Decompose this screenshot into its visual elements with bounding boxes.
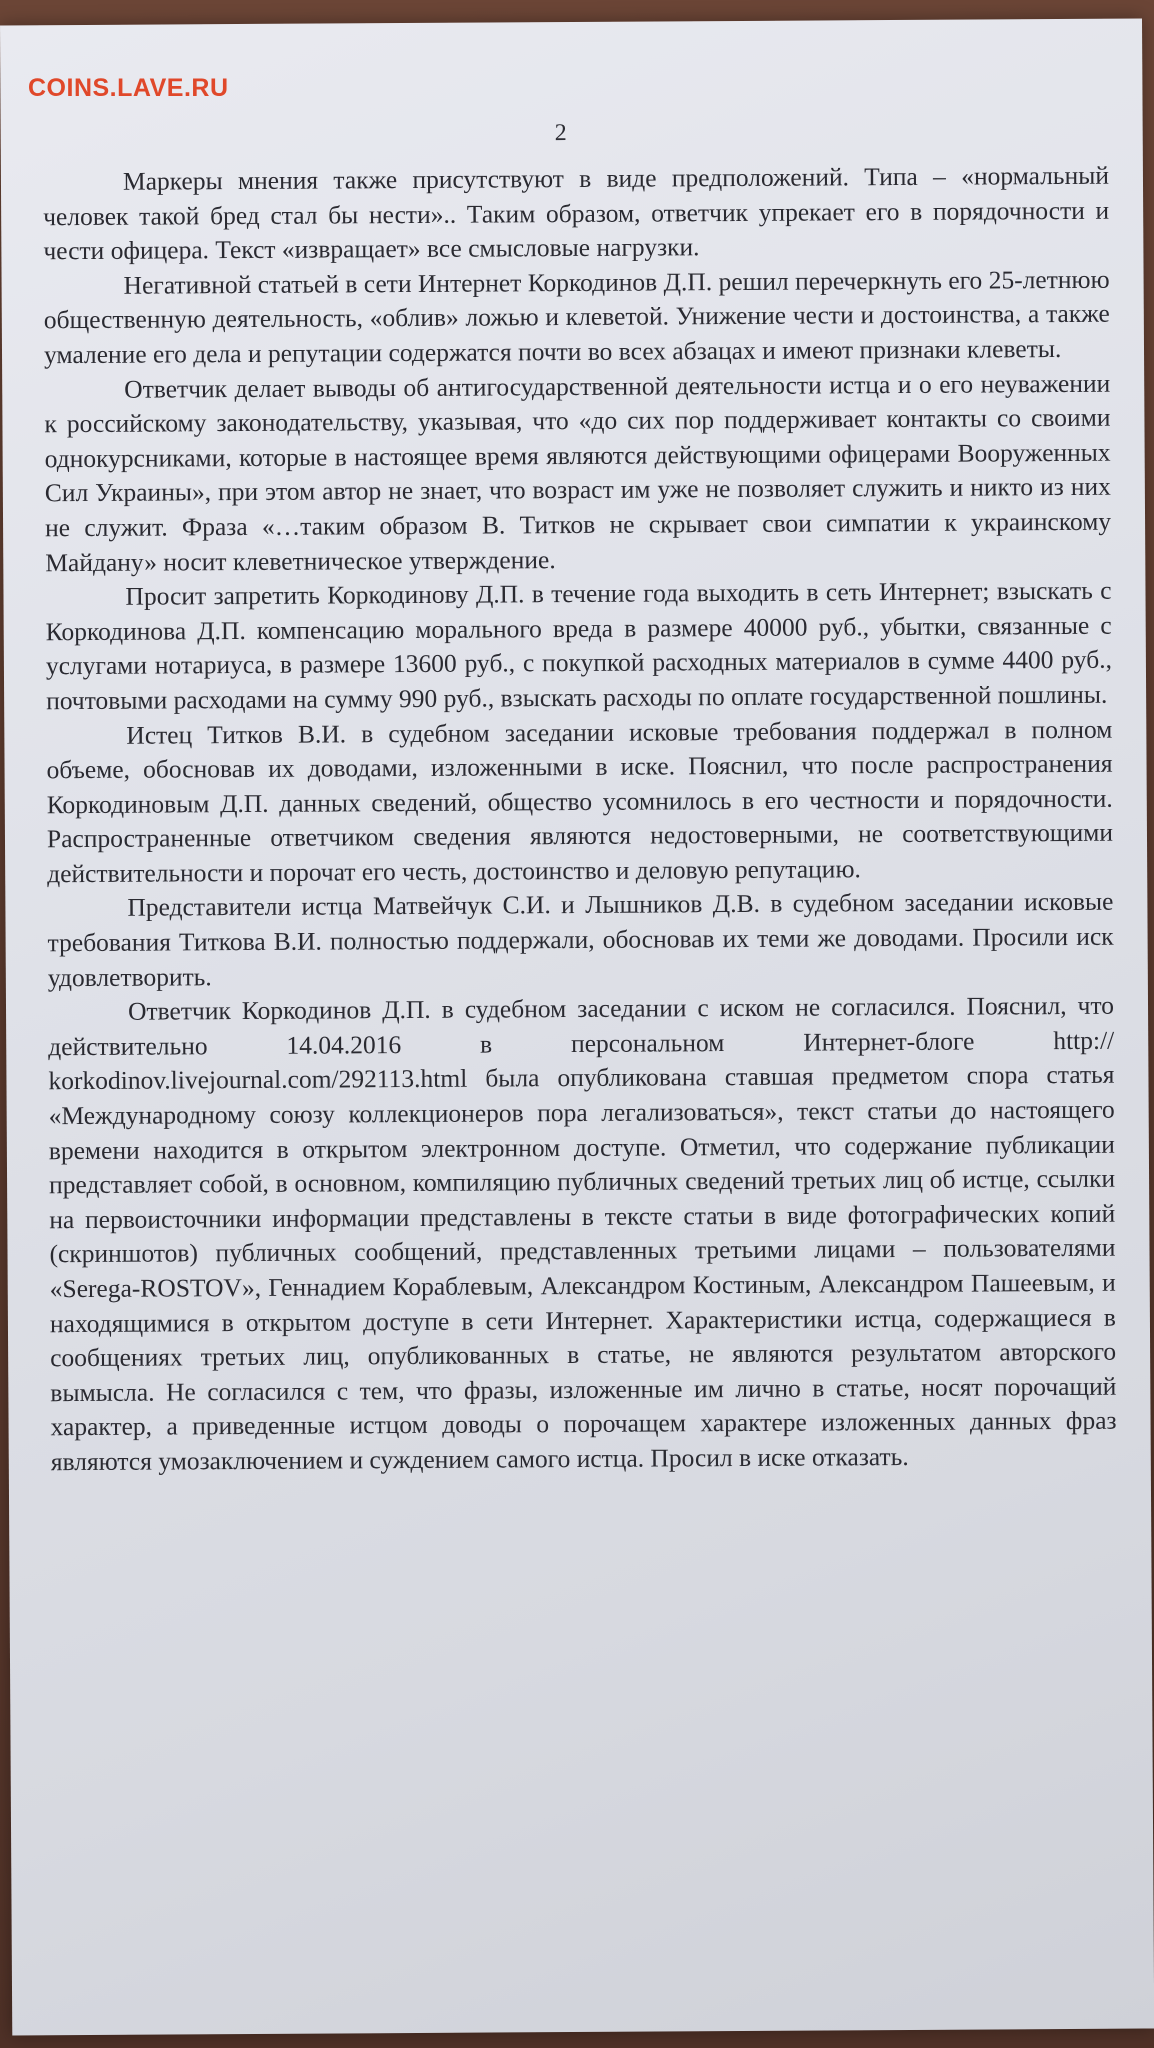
paragraph-defendant-conclusions: Ответчик делает выводы об антигосударственной деятельности истца и о его неуважении к российскому законодательству, указывая, что «до сих пор поддерживает контакты со своими однокурсниками, которые в настоящее время являются действующими офицерами Вооруженных Сил Украины», при этом автор не знает, что возраст им уже не позволяет служить и никто из них не служит. Фраза «…таким образом В. Титков не скрывает свои симпатии к украинскому Майдану» носит клеветническое утверждение.: [44, 368, 1112, 577]
site-watermark: COINS.LAVE.RU: [28, 74, 229, 102]
page-number: 2: [554, 120, 567, 147]
document-body: [43, 159, 1117, 1480]
paragraph-representatives: Представители истца Матвейчук С.И. и Лышников Д.В. в судебном заседании исковые требования Титкова В.И. полностью поддержали, обосновав их теми же доводами. Просили иск удовлетворить.: [47, 887, 1114, 992]
paragraph-plaintiff-testimony: Истец Титков В.И. в судебном заседании исковые требования поддержал в полном объеме, обосновав их доводами, изложенными в иске. Пояснил, что после распространения Коркодиновым Д.П. данных сведений, общество усомнилось в его честности и порядочности. Распространенные ответчиком сведения являются недостоверными, не соответствующими действительности и порочат его честь, достоинство и деловую репутацию.: [46, 714, 1114, 889]
paragraph-defendant-position: Ответчик Коркодинов Д.П. в судебном заседании с иском не согласился. Пояснил, что действительно 14.04.2016 в персональном Интернет-блоге http:// korkodinov.livejournal.com/292113.html была опубликована ставшая предметом спора статья «Международному союзу коллекционеров пора легализоваться», текст статьи до настоящего времени находится в открытом электронном доступе. Отметил, что содержание публикации представляет собой, в основном, компиляцию публичных сведений третьих лиц об истце, ссылки на первоисточники информации представлены в тексте статьи в виде фотографических копий (скриншотов) публичных сообщений, представленных третьими лицами – пользователями «Serega-ROSTOV», Геннадием Кораблевым, Александром Костиным, Александром Пашеевым, и находящимися в открытом доступе в сети Интернет. Характеристики истца, содержащиеся в сообщениях третьих лиц, опубликованных в статье, не являются результатом авторского вымысла. Не согласился с тем, что фразы, изложенные им лично в статье, носят порочащий характер, а приведенные истцом доводы о порочащем характере изложенных данных фраз являются умозаключением и суждением самого истца. Просил в иске отказать.: [48, 990, 1117, 1477]
document-page: [0, 19, 1154, 2036]
paragraph-negative-article: Негативной статьей в сети Интернет Коркодинов Д.П. решил перечеркнуть его 25-летнюю общественную деятельность, «облив» ложью и клеветой. Унижение чести и достоинства, а также умаление его дела и репутации содержатся почти во всех абзацах и имеют признаки клеветы.: [43, 264, 1110, 370]
paragraph-claims: Просит запретить Коркодинову Д.П. в течение года выходить в сеть Интернет; взыскать с Коркодинова Д.П. компенсацию морального вреда в размере 40000 руб., убытки, связанные с услугами нотариуса, в размере 13600 руб., с покупкой расходных материалов в сумме 4400 руб., почтовыми расходами на сумму 990 руб., взыскать расходы по оплате государственной пошлины.: [45, 575, 1112, 716]
paragraph-opinion-markers: Маркеры мнения также присутствуют в виде предположений. Типа – «нормальный человек такой бред стал бы нести».. Таким образом, ответчик упрекает его в порядочности и чести офицера. Текст «извращает» все смысловые нагрузки.: [43, 160, 1110, 266]
